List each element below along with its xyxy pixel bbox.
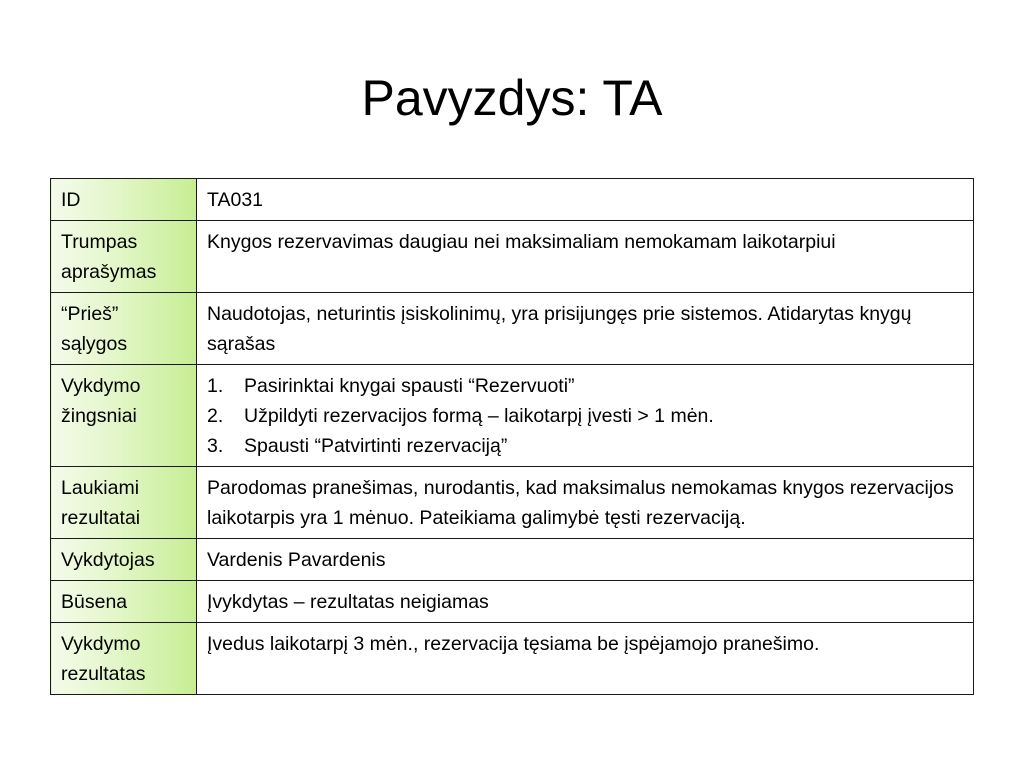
list-item xyxy=(207,431,964,461)
list-item xyxy=(207,401,964,431)
table-row-steps xyxy=(51,365,974,467)
steps-list xyxy=(207,371,964,461)
row-value: Įvykdytas – rezultatas neigiamas xyxy=(197,581,974,623)
table-row-executor xyxy=(51,539,974,581)
table-row-execution-result xyxy=(51,623,974,695)
slide-title: Pavyzdys: TA xyxy=(361,70,663,126)
step-number: 1. xyxy=(207,375,224,397)
row-label: “Prieš” sąlygos xyxy=(51,293,197,365)
step-text: Pasirinktai knygai spausti “Rezervuoti” xyxy=(244,375,575,397)
table-row-preconditions xyxy=(51,293,974,365)
step-text: Užpildyti rezervacijos formą – laikotarpį įvesti > 1 mėn. xyxy=(244,405,714,427)
step-number: 2. xyxy=(207,405,224,427)
row-value: Vardenis Pavardenis xyxy=(197,539,974,581)
row-label: Vykdymo žingsniai xyxy=(51,365,197,467)
table-row-id xyxy=(51,179,974,221)
row-label: Vykdytojas xyxy=(51,539,197,581)
table-row-short-description xyxy=(51,221,974,293)
test-case-table xyxy=(50,178,974,695)
row-label: Būsena xyxy=(51,581,197,623)
row-value xyxy=(197,365,974,467)
row-value: Knygos rezervavimas daugiau nei maksimaliam nemokamam laikotarpiui xyxy=(197,221,974,293)
step-text: Spausti “Patvirtinti rezervaciją” xyxy=(244,435,508,457)
table-row-status xyxy=(51,581,974,623)
row-value: Įvedus laikotarpį 3 mėn., rezervacija tęsiama be įspėjamojo pranešimo. xyxy=(197,623,974,695)
list-item xyxy=(207,371,964,401)
row-label: Trumpas aprašymas xyxy=(51,221,197,293)
row-value: TA031 xyxy=(197,179,974,221)
table-row-expected-results xyxy=(51,467,974,539)
row-value: Naudotojas, neturintis įsiskolinimų, yra prisijungęs prie sistemos. Atidarytas knygų sąrašas xyxy=(197,293,974,365)
row-label: ID xyxy=(51,179,197,221)
step-number: 3. xyxy=(207,435,224,457)
row-label: Laukiami rezultatai xyxy=(51,467,197,539)
row-value: Parodomas pranešimas, nurodantis, kad maksimalus nemokamas knygos rezervacijos laikotarpis yra 1 mėnuo. Pateikiama galimybė tęsti rezervaciją. xyxy=(197,467,974,539)
row-label: Vykdymo rezultatas xyxy=(51,623,197,695)
